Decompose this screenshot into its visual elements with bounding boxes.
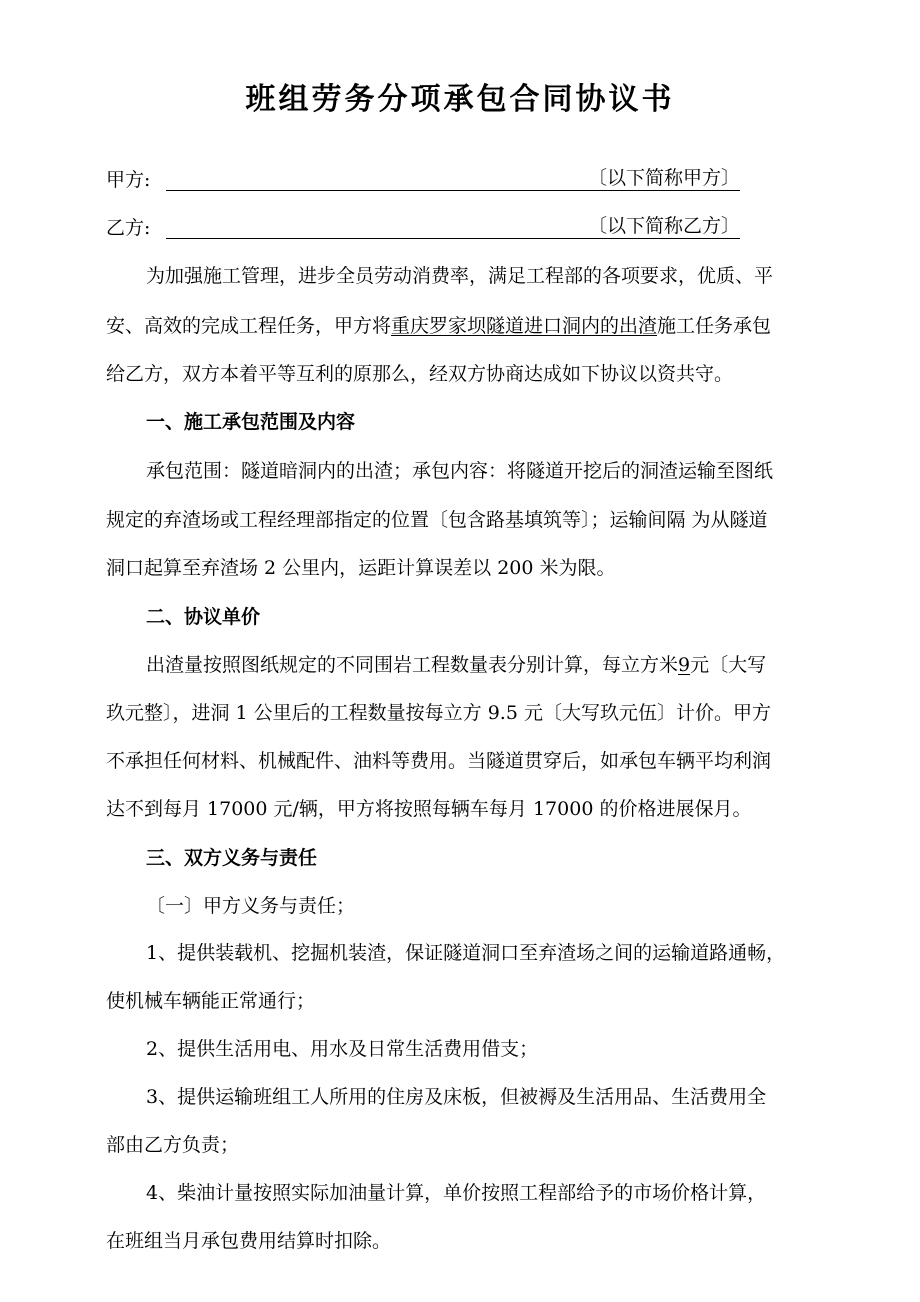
party-b-note: 〔以下简称乙方〕 (587, 215, 740, 237)
party-a-row (0, 168, 920, 194)
intro-line-1: 为加强施工管理，进步全员劳动消费率，满足工程部的各项要求，优质、平 (146, 265, 774, 287)
intro-line-2-a: 安、高效的完成工程任务，甲方将 (106, 315, 392, 337)
item-3-line-1: 3、提供运输班组工人所用的住房及床板，但被褥及生活用品、生活费用全 (146, 1086, 767, 1108)
section-2-line-2: 玖元整〕，进洞 1 公里后的工程数量按每立方 9.5 元〔大写玖元伍〕计价。甲方 (106, 702, 771, 724)
item-4-line-1: 4、柴油计量按照实际加油量计算，单价按照工程部给予的市场价格计算， (146, 1182, 767, 1204)
section-3-sub-1: 〔一〕甲方义务与责任； (146, 895, 356, 917)
unit-price: 9 (678, 654, 691, 676)
intro-line-2-b: 施工任务承包 (657, 315, 772, 337)
item-3-line-2: 部由乙方负责； (106, 1134, 240, 1156)
item-1-line-1: 1、提供装载机、挖掘机装渣，保证隧道洞口至弃渣场之间的运输道路通畅， (146, 942, 786, 964)
intro-line-3: 给乙方，双方本着平等互利的原那么，经双方协商达成如下协议以资共守。 (106, 363, 734, 385)
party-b-row (0, 216, 920, 242)
section-2-line-1 (146, 653, 766, 677)
project-name: 重庆罗家坝隧道进口洞内的出渣 (391, 315, 658, 337)
item-1-line-2: 使机械车辆能正常通行； (106, 990, 316, 1012)
item-2: 2、提供生活用电、用水及日常生活费用借支； (146, 1038, 539, 1060)
section-1-heading: 一、施工承包范围及内容 (146, 411, 356, 433)
intro-line-2 (106, 314, 771, 338)
party-a-label: 甲方: (106, 169, 151, 191)
section-1-line-2: 规定的弃渣场或工程经理部指定的位置〔包含路基填筑等〕；运输间隔 为从隧道 (106, 509, 768, 531)
party-a-blank (166, 168, 740, 191)
section-1-line-1: 承包范围：隧道暗洞内的出渣；承包内容：将隧道开挖后的洞渣运输至图纸 (146, 460, 774, 482)
item-4-line-2: 在班组当月承包费用结算时扣除。 (106, 1230, 392, 1252)
section-2-heading: 二、协议单价 (146, 606, 261, 628)
party-a-note: 〔以下简称甲方〕 (587, 167, 740, 189)
party-b-blank (166, 216, 740, 239)
section-2-line-1-b: 元〔大写 (690, 654, 767, 676)
section-2-line-1-a: 出渣量按照图纸规定的不同围岩工程数量表分别计算，每立方米 (146, 654, 679, 676)
section-2-line-3: 不承担任何材料、机械配件、油料等费用。当隧道贯穿后，如承包车辆平均利润 (106, 750, 772, 772)
section-3-heading: 三、双方义务与责任 (146, 847, 318, 869)
document-title: 班组劳务分项承包合同协议书 (245, 82, 675, 117)
section-1-line-3: 洞口起算至弃渣场 2 公里内，运距计算误差以 200 米为限。 (106, 557, 616, 579)
section-2-line-4: 达不到每月 17000 元/辆，甲方将按照每辆车每月 17000 的价格进展保月。 (106, 798, 752, 820)
party-b-label: 乙方: (106, 217, 151, 239)
